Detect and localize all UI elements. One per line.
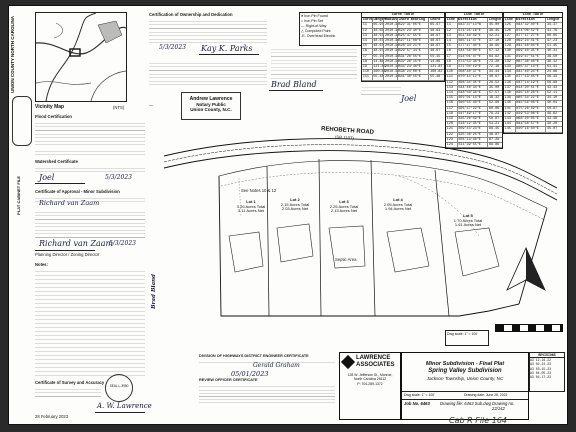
drawing-file: Drawing file: 6463 Sub.dwg [440,401,491,406]
north-arrow-icon [501,244,551,298]
line-table-row: L30 N69°40'35"E 40.31 [504,49,562,54]
cabinet-file-note: Cab R File 164 [449,416,507,425]
drawing-scale: Dwg scale: 1" = 100' [404,393,435,397]
curve-table-row: C5 48.67 2010.32 S28°34'21"E 48.67 [362,44,444,49]
revisions-table [529,352,565,392]
review-officer-title: REVIEW OFFICER CERTIFICATE [199,378,258,382]
review-officer-text [199,384,335,406]
plat-sheet [8,5,568,425]
line-table-row: L42 N29°53'08"E 49.62 [504,112,562,117]
road-edge-north [164,139,557,188]
vicinity-map [35,12,127,102]
line-table-row: L27 N77°17'27"E 60.05 [504,34,562,39]
line-table-row: L35 N77°13'45"E 46.43 [504,75,562,80]
drawing-number: Drawing no. 22/142 [492,401,515,411]
line-table-row: L2 S74°25'16"E 38.45 [446,29,502,34]
line-table-row: L15 S02°01'14"E 18.32 [446,96,502,101]
scale-bar [495,324,563,332]
line-table-2-title: Line Table [504,13,562,18]
line-table-row: L19 S35°26'59"E 58.87 [446,117,502,122]
line-table-row: L24 S11°39'55"E 69.86 [446,143,502,148]
road-centerline [164,145,557,194]
line-table-row: L39 N85°34'22"E 34.10 [504,96,562,101]
line-table-row: L38 N35°18'28"E 52.11 [504,91,562,96]
notary-name: Andrew Lawrence [189,96,233,102]
revisions-title: REVISIONS [530,353,564,358]
review-signature: Richard van Zaam [39,239,114,248]
lot-boundary-outer [219,176,459,316]
ownership-cert-text [149,18,267,46]
review-date: 5/3/2023 [109,240,136,247]
revision-row: A3 04-17-23 [530,375,552,380]
drawing-date: Drawing date: June 28, 2022 [464,393,508,397]
line-table-row: L34 N41°40'24"E 24.86 [504,70,562,75]
watershed-note [35,148,145,158]
notary-cert-text [149,60,267,86]
project-line-3: Jackson Township, Union County, NC [426,376,504,381]
watershed-cert-title: Watershed Certificate [35,159,78,164]
review-officer-vertical-signature: Brad Bland [151,274,157,310]
owner-signature: Kay K. Parks [201,44,253,53]
lot-3-label: Lot 3 2.25 Acres Total 2.13 Acres Net [329,199,359,214]
septic-area-label: Septic Area [335,257,357,262]
legend-item-computed-point: △ Computed Point [301,29,331,33]
lot-2-label: Lot 2 2.15 Acres Total 2.03 Acres Net [280,197,310,212]
line-table-row: L26 N74°06'52"E 41.76 [504,29,562,34]
state-sig-line [269,90,323,91]
division-date: 05/01/2023 [231,370,269,378]
left-strip-text: UNION COUNTY NORTH CAROLINA [10,16,15,93]
line-table-row: L4 S65°11'47"E 37.10 [446,39,502,44]
line-table-row: L11 N70°44'12"E 40.97 [446,75,502,80]
curve-table-row: C2 48.63 2010.32 S24°23'40"E 48.63 [362,29,444,34]
curve-table-row: C8 14.86 2010.32 S32°28'15"E 14.86 [362,60,444,65]
legend-item-right-of-way: — Right-of-Way [301,24,327,28]
ownership-date: 5/3/2023 [159,44,186,51]
line-table-row: L29 N41°48'04"E 51.45 [504,44,562,49]
surveyor-sig-line [95,412,145,413]
scale-note-box: Dwg scale: 1" = 100' [445,330,489,346]
surveyor-seal [105,374,133,402]
line-table-row: L7 S14°01'47"E 64.62 [446,55,502,60]
notary-line3: Union County, N.C. [190,107,232,112]
survey-cert-text [35,386,101,400]
legend-item-iron-pin-found: ● Iron Pin Found [301,14,328,18]
firm-phone: P: 704-289-1372 [357,382,383,386]
flood-cert-title: Flood Certification [35,114,72,119]
lot-boundary-rear [459,304,519,316]
line-table-1-header: Line # Direction Length [446,18,502,23]
line-table-row: L10 S08°40'37"E 34.44 [446,70,502,75]
line-table-2-header: Line # Direction Length [504,18,562,23]
vicinity-map-title: Vicinity Map [35,104,65,110]
lot-line-4-5 [435,170,449,316]
line-table-row: L16 S60°55'40"E 52.80 [446,101,502,106]
revision-row: A3 12-16-22 [530,358,552,363]
county-cert-text [361,84,401,98]
watershed-date: 5/3/2023 [105,174,132,181]
revision-row: A3 04-05-23 [530,370,552,375]
surveyor-seal-text: SEAL L-3950 [109,384,129,388]
septic-area-lot-1 [229,232,263,272]
line-table-row: L44 N44°58'57"E 38.20 [504,122,562,127]
county-signature: Joel [401,94,417,103]
owner-sig-line [199,54,259,55]
lot-4-label: Lot 4 2.05 Acres Total 1.94 Acres Net [383,197,413,212]
legend-item-iron-pin-set: ○ Iron Pin Set [301,19,323,23]
curve-table [361,12,445,82]
lot-line-2-3 [319,159,321,316]
road-name: REHOBETH ROAD [320,126,375,136]
curve-table-row: C3 48.67 2010.32 S25°47'55"E 48.67 [362,34,444,39]
line-table-1-title: Line Table [446,13,502,18]
legend-box [299,12,363,46]
lot-line-3-4 [371,160,375,316]
curve-table-row: C4 48.67 2010.32 S27°11'08"E 48.67 [362,39,444,44]
review-role: Planning Director / Zoning Director [35,252,100,257]
curve-table-row: C9 121.83 2010.32 S34°24'46"E 121.81 [362,65,443,70]
surveyor-signature: A. W. Lawrence [97,402,152,410]
line-table-row: L6 S44°58'00"E 57.12 [446,49,502,54]
line-table-row: L5 S77°47'40"E 39.95 [446,44,502,49]
flood-cert-text [35,120,145,146]
line-table-row: L31 N19°47'51"E 38.50 [504,55,562,60]
line-table-row: L14 S48°50'38"E 57.57 [446,91,502,96]
notes-title: Notes: [35,262,49,267]
plat-drawing [159,116,559,316]
state-cert-text [271,46,357,80]
recording-stamp [12,96,32,146]
line-table-row: L22 S35°36'25"E 48.87 [446,133,502,138]
division-cert-title: DIVISION OF HIGHWAYS DISTRICT ENGINEER CERTIFICATE [199,354,309,358]
notary-expires: — [149,103,154,108]
septic-area-lot-2 [277,224,313,262]
lot-1-label: Lot 1 3.26 Acres Total 3.11 Acres Net [236,199,266,214]
curve-table-row: C6 48.67 2010.32 S29°57'34"E 48.67 [362,49,444,54]
curve-table-row: C11 55.48 2010.32 S41°30'55"E 55.48 [362,75,444,80]
curve-table-header: Curve # Length Radius Chord Bearing Chord [362,18,444,23]
line-table-row: L17 S05°17'22"E 60.06 [446,107,502,112]
title-divider [402,391,528,392]
curve-table-row: C10 160.86 2010.32 S38°24'00"E 160.82 [362,70,443,75]
project-line-1: Minor Subdivision - Final Plat [425,361,505,367]
firm-address: 128 W. Jefferson St., Monroe, North Carolina 28112 [347,373,393,381]
road-number: (SR 1107) [334,134,354,141]
line-table-row: L33 N85°37'14"E 61.41 [504,65,562,70]
line-table-row: L1 N43°37'13"W 45.00 [446,23,502,28]
line-table-row: L18 S47°49'17"E 79.23 [446,112,502,117]
line-table-row: L28 N62°24'41"E 47.23 [504,39,562,44]
revision-row: A3 02-22-23 [530,362,552,367]
revision-row: A3 03-15-23 [530,366,552,371]
vicinity-map-scale: (NTS) [113,105,125,110]
line-table-row: L45 N20°16'50"E 45.07 [504,127,562,132]
curve-table-title: Curve Table [362,13,444,18]
vicinity-map-drawing [36,13,126,101]
line-table-row: L25 N44°32'40"E 34.37 [504,23,562,28]
line-table-row: L37 N14°20'51"E 43.43 [504,86,562,91]
firm-name-2: ASSOCIATES [356,362,395,368]
lot-5-label: Lot 5 1.70 Acres Total 1.61 Acres Net [453,213,483,228]
surveyor-date: 28 February 2023 [35,414,69,419]
line-table-row: L12 S68°34'35"E 29.52 [446,81,502,86]
notary-line2: Notary Public [196,102,226,107]
septic-area-lot-4 [387,228,429,272]
line-table-row: L3 S51°48'59"E 42.21 [446,34,502,39]
survey-cert-title: Certificate of Survey and Accuracy [35,380,105,385]
review-cert-title: Certificate of Approval - Minor Subdivision [35,189,120,194]
setback-note: See Notes 10 & 12 [241,188,277,193]
curve-table-rows [362,23,444,80]
firm-logo-icon [341,355,355,369]
review-cert-text [35,209,145,239]
line-table-row: L23 S04°13'48"E 67.29 [446,138,502,143]
left-strip-text-2: PLAT CABINET FILE [16,176,21,215]
line-table-row: L32 N87°36'46"E 36.12 [504,60,562,65]
job-number: Job No. 6463 [404,401,430,406]
general-notes-text [35,268,145,378]
title-divider-2 [402,399,528,400]
line-table-row: L40 N45°56'08"E 40.04 [504,101,562,106]
legend-item-overhead-electric: -E- Overhead Electric [301,34,336,38]
review-sig-line [35,250,95,251]
septic-area-lot-5 [455,228,499,276]
road-edge-south [164,151,557,200]
watershed-sig-line [35,183,85,184]
line-table-row: L43 N68°20'05"E 43.48 [504,117,562,122]
curve-table-row: C1 65.97 2010.32 S22°31'05"E 65.97 [362,23,444,28]
watershed-signature: Joel [39,173,55,182]
state-signature: Brad Bland [271,80,317,89]
line-table-row: L41 N75°26'49"E 50.87 [504,107,562,112]
firm-name-1: LAWRENCE [356,355,391,361]
firm-block [339,352,401,420]
line-table-row: L13 S44°46'34"E 35.00 [446,86,502,91]
line-table-row: L21 S09°43'23"E 68.45 [446,127,502,132]
ownership-cert-title: Certification of Ownership and Dedication [149,12,233,17]
line-table-row: L9 S71°04'19"E 72.16 [446,65,502,70]
line-table-row: L8 S73°53'38"E 73.20 [446,60,502,65]
line-table-row: L36 N47°14'19"E 56.98 [504,81,562,86]
project-title-block [401,352,529,420]
project-line-2: Spring Valley Subdivision [428,368,502,374]
review-name: Richard van Zaam [39,199,100,207]
division-signature: Gerald Graham [253,362,300,369]
curve-table-row: C7 55.15 2010.32 S31°26'55"E 55.15 [362,55,444,60]
line-table-row: L20 S16°12'35"E 53.21 [446,122,502,127]
